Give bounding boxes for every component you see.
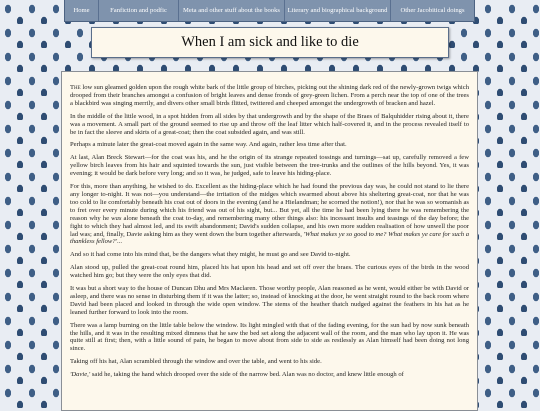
story-dropcap: The <box>70 84 81 91</box>
story-paragraph-5-quote: 'What makes ye so good to me? What makes ye care for such a thankless fellow?' <box>70 230 469 246</box>
story-paragraph-5-text-e: ... <box>117 238 122 246</box>
story-paragraph-5-text-a: For this, more than anything, he wished to do. Excellent as the hiding-place which he had found the previous day was, he could not stand to lie there any longer to-night. It was not—you understand—the irritation of the midges which swarmed about above his sheltering great-coat, nor that he was too cold to lie comfortably beneath his coat out of doors in the evening (and he a Hielandman; he scorned the notion!), nor that he was so womanish as to fret over every minute during which his friend was out of his sight, but... But yet, all the time he had been lying there he was remembering the reason why he <box>70 183 469 222</box>
story-paragraph-9: There was a lamp burning on the little table below the window. Its light mingled with that of the fading evening, for the sun had by now sunk beneath the hills, and it was in the resulting mixed dimness that he saw the bed set along the adjacent wall of the room, and the man who lay upon it. He was quite still at first; then, with a little sound of pain, he began to move about from side to side as restlessly as Alan himself had been doing not long since. <box>70 321 469 353</box>
story-paragraph-5-emphasis: was <box>111 214 122 222</box>
story-paragraph-5 <box>70 183 469 246</box>
story-paragraph-8: It was but a short way to the house of Duncan Dhu and Mrs Maclaren. Those worthy people, Alan reasoned as he went, would either be with David or asleep, and there was no sense in disturbing them if it was the latter; so, instead of knocking at the door, he went straight round to the back room where David had been placed and looked in through the wide open window. The stems of the heather thatch nudged against the feathers in his hat as he leaned further forward to look into the room. <box>70 285 469 316</box>
story-paragraph-5-text-c: alone beneath the coat to-day, and remembering many other things also: his incessant insults and teasings of the day before; the fight to which they had almost led, and its swift abandonment; David's sudden collapse, and his own more sudden realisation of how unwell the poor lad was; and, finally, Davie asking him as they went down the burn together afterwards, <box>70 214 470 238</box>
story-paragraph-7: Alan stood up, pulled the great-coat round him, placed his hat upon his head and set off over the braes. The curious eyes of the birds in the wood watched him go; but they were the only eyes that did. <box>70 264 469 280</box>
page-title-box <box>91 27 449 58</box>
top-navigation <box>64 0 475 22</box>
story-paragraph-1-text: low sun gleamed golden upon the rough white bark of the little group of birches, picking out the shining dark red of the newly-grown twigs which drooped from their branches amongst a confusion of bright leaves and dense fronds of grey-green lichen. From a perch near the top of one of the trees a blackbird was singing merrily, and divers other small birds flitted, twittered and cheeped amongst the undergrowth of bracken and hazel. <box>70 84 469 107</box>
page-title: When I am sick and like to die <box>181 34 359 50</box>
story-paragraph-4: At last, Alan Breck Stewart—for the coat was his, and he the origin of its strange repeated tossings and turnings—sat up, carefully removed a few yellow birch leaves from his hair and squinted towards the sun, just visible between the tree-trunks and the outlines of the hills beyond. Yes, it was evening; it would be dark before very long; and so it was, he judged, safe to leave his hiding-place. <box>70 154 469 178</box>
story-paragraph-1 <box>70 84 469 108</box>
story-paragraph-2: In the middle of the little wood, in a spot hidden from all sides by that undergrowth and by the shape of the Braes of Balquhidder rising about it, there was a movement. A small part of the ground seemed to rise up and throw off the leaf litter which half-covered it, and in the process revealed itself to be in fact the sleeve and skirts of a great-coat; then the coat subsided again, and was still. <box>70 112 469 136</box>
nav-other-link[interactable]: Other Jacobitical doings <box>400 7 465 14</box>
story-paragraph-11 <box>70 371 469 379</box>
nav-home-link[interactable]: Home <box>65 0 99 21</box>
nav-literary-link[interactable]: Literary and biographical background <box>285 0 391 21</box>
nav-meta-link[interactable]: Meta and other stuff about the books <box>179 0 285 21</box>
story-paragraph-10: Taking off his hat, Alan scrambled through the window and over the table, and went to his side. <box>70 358 322 366</box>
nav-fanfiction-link[interactable]: Fanfiction and podfic <box>99 0 179 21</box>
story-paragraph-11-quote: 'Davie,' <box>70 371 91 379</box>
story-paragraph-3: Perhaps a minute later the great-coat moved again in the same way. And again, rather less time after that. <box>70 141 347 149</box>
story-paragraph-6: And so it had come into his mind that, be the dangers what they might, he must go and see David to-night. <box>70 251 351 259</box>
story-paragraph-11-text: said he, taking the hand which drooped over the side of the narrow bed. Alan was no doctor, and knew little enough of <box>90 371 404 379</box>
story-content <box>61 71 478 411</box>
